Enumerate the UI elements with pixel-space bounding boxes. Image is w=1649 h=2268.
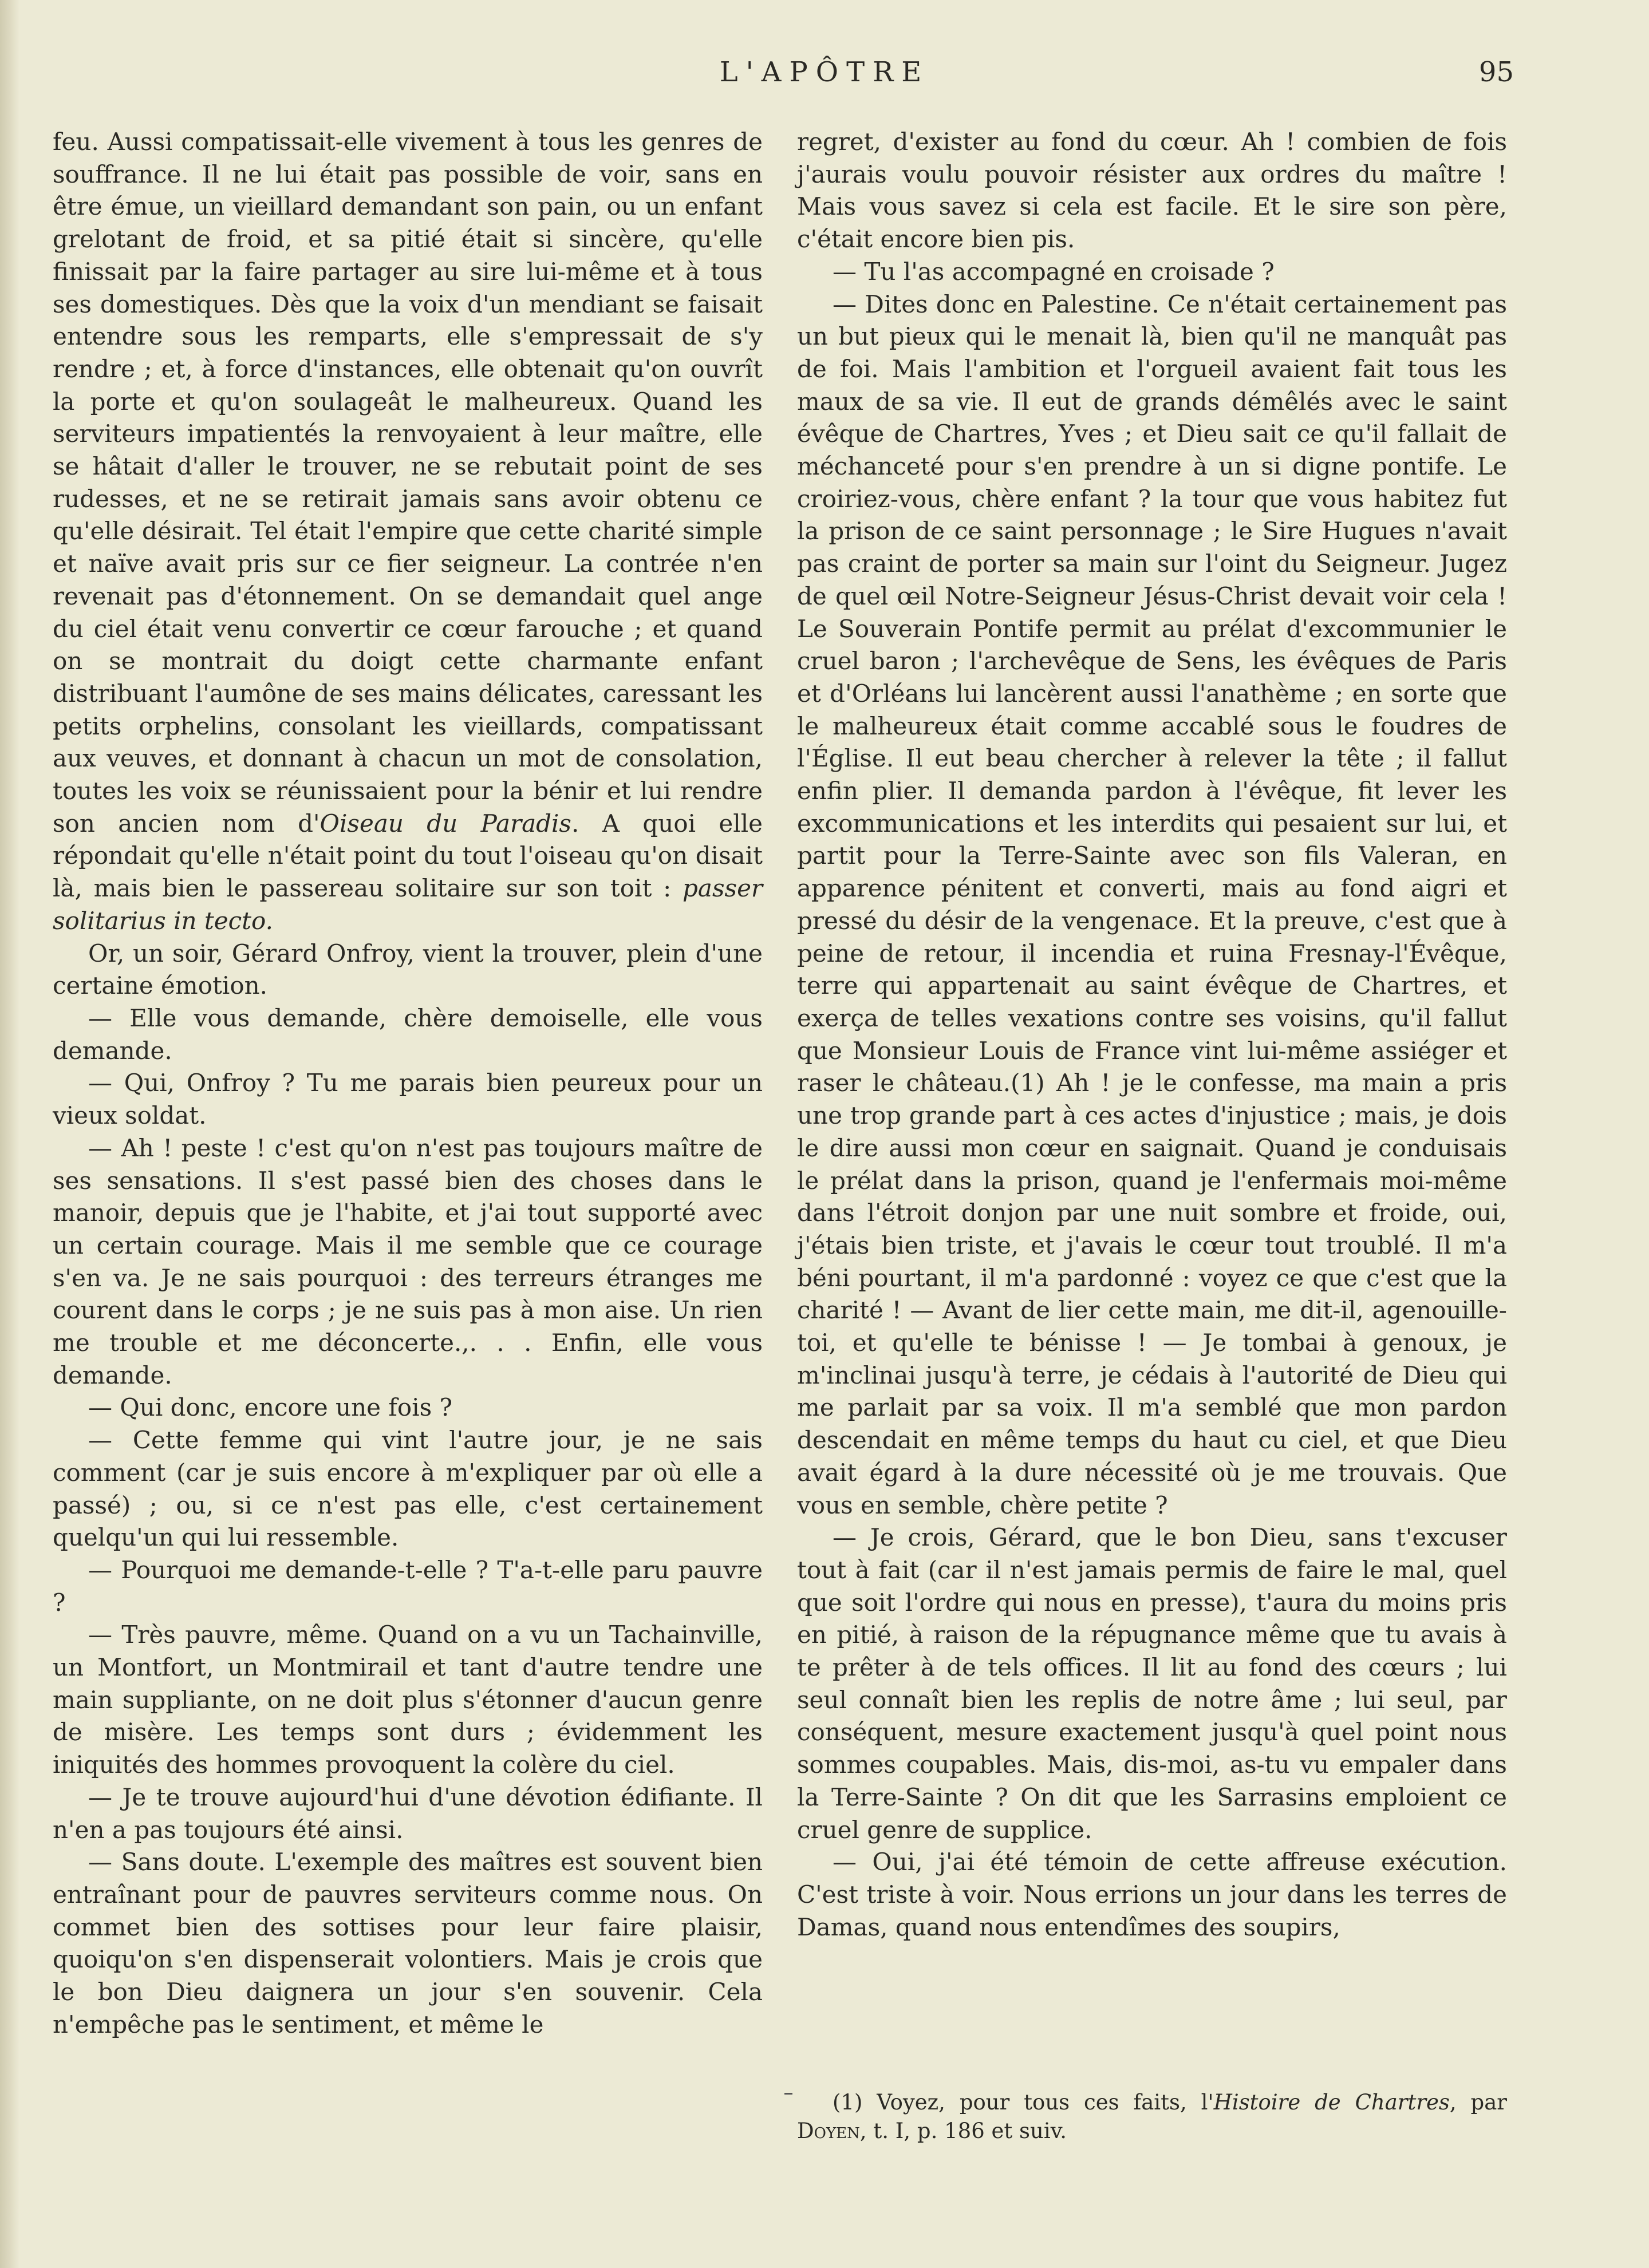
italic-phrase: Oiseau du Paradis [319, 809, 571, 837]
dialogue-line: — Tu l'as accompagné en croisade ? [833, 257, 1275, 286]
footnote-mark [784, 2093, 792, 2095]
dialogue-line: — Cette femme qui vint l'autre jour, je ne sais comment (car je suis encore à m'expliquer par où elle a passé) ; ou, si ce n'est pas elle, c'est certainement quelqu'un qui lui ressemble. [53, 1426, 763, 1552]
dialogue-line: — Je te trouve aujourd'hui d'une dévotion édifiante. Il n'en a pas toujours été ainsi. [53, 1783, 763, 1844]
right-column [797, 126, 1507, 1943]
dialogue-line: — Oui, j'ai été témoin de cette affreuse exécution. C'est triste à voir. Nous errions un jour dans les terres de Damas, quand nous entendîmes des soupirs, [797, 1848, 1507, 1941]
dialogue-line: — Ah ! peste ! c'est qu'on n'est pas toujours maître de ses sensations. Il s'est passé bien des choses dans le manoir, depuis que je l'habite, et j'ai tout supporté avec un certain courage. Mais il me semble que ce courage s'en va. Je ne sais pourquoi : des terreurs étranges me courent dans le corps ; je ne suis pas à mon aise. Un rien me trouble et me déconcerte.,. . . Enfin, elle vous demande. [53, 1133, 763, 1389]
dialogue-line: — Sans doute. L'exemple des maîtres est souvent bien entraînant pour de pauvres serviteurs comme nous. On commet bien des sottises pour leur faire plaisir, quoiqu'on s'en dispenserait volontiers. Mais je crois que le bon Dieu daignera un jour s'en souvenir. Cela n'empêche pas le sentiment, et même le [53, 1848, 763, 2038]
dialogue-line: — Très pauvre, même. Quand on a vu un Tachainville, un Montfort, un Montmirail et tant d'autre tendre une main suppliante, on ne doit plus s'étonner d'aucun genre de misère. Les temps sont durs ; évidemment les iniquités des hommes provoquent la colère du ciel. [53, 1621, 763, 1779]
paragraph: Or, un soir, Gérard Onfroy, vient la trouver, plein d'une certaine émotion. [53, 939, 763, 1000]
dialogue-line: — Dites donc en Palestine. Ce n'était certainement pas un but pieux qui le menait là, bien qu'il ne manquât pas de foi. Mais l'ambition et l'orgueil avaient fait tous les maux de sa vie. Il eut de grands démêlés avec le saint évêque de Chartres, Yves ; et Dieu sait ce qu'il fallait de méchanceté pour s'en prendre à un si digne pontife. Le croiriez-vous, chère enfant ? la tour que vous habitez fut la prison de ce saint personnage ; le Sire Hugues n'avait pas craint de porter sa main sur l'oint du Seigneur. Jugez de quel œil Notre-Seigneur Jésus-Christ devait voir cela ! Le Souverain Pontife permit au prélat d'excommunier le cruel baron ; l'archevêque de Sens, les évêques de Paris et d'Orléans lui lancèrent aussi l'anathème ; en sorte que le malheureux était comme accablé sous le foudres de l'Église. Il eut beau chercher à relever la tête ; il fallut enfin plier. Il demanda pardon à l'évêque, fit lever les excommunications et les interdits qui pesaient sur lui, et partit pour la Terre-Sainte avec son fils Valeran, en apparence pénitent et converti, mais au fond aigri et pressé du désir de la vengenace. Et la preuve, c'est que à peine de retour, il incendia et ruina Fresnay-l'Évêque, terre qui appartenait au saint évêque de Chartres, et exerça de telles vexations contre ses voisins, qu'il fallut que Monsieur Louis de France vint lui-même assiéger et raser le château.(1) Ah ! je le confesse, ma main a pris une trop grande part à ces actes d'injustice ; mais, je dois le dire aussi mon cœur en saignait. Quand je conduisais le prélat dans la prison, quand je l'enfermais moi-même dans l'étroit donjon par une nuit sombre et froide, oui, j'étais bien triste, et j'avais le cœur tout troublé. Il m'a béni pourtant, il m'a pardonné : voyez ce que c'est que la charité ! — Avant de lier cette main, me dit-il, agenouille-toi, et qu'elle te bénisse ! — Je tombai à genoux, je m'inclinai jusqu'à terre, je cédais à l'autorité de Dieu qui me parlait par sa voix. Il m'a semblé que mon pardon descendait en même temps du haut cu ciel, et que Dieu avait égard à la dure nécessité où je me trouvais. Que vous en semble, chère petite ? [797, 290, 1507, 1519]
footnote-author: Doyen [797, 2119, 860, 2143]
book-spine-shadow [0, 0, 19, 2268]
page-number: 95 [1478, 56, 1514, 88]
dialogue-line: — Je crois, Gérard, que le bon Dieu, sans t'excuser tout à fait (car il n'est jamais permis de faire le mal, quel que soit l'ordre qui nous en presse), t'aura du moins pris en pitié, à raison de la répugnance même que tu avais à te prêter à de tels offices. Il lit au fond des cœurs ; lui seul connaît bien les replis de notre âme ; lui seul, par conséquent, mesure exactement jusqu'à quel point nous sommes coupables. Mais, dis-moi, as-tu vu empaler dans la Terre-Sainte ? On dit que les Sarrasins emploient ce cruel genre de supplice. [797, 1523, 1507, 1844]
latin-quote: passer solitarius in tecto. [53, 874, 763, 935]
paragraph: feu. Aussi compatissait-elle vivement à tous les genres de souffrance. Il ne lui était pas possible de voir, sans en être émue, un vieillard demandant son pain, ou un enfant grelotant de froid, et sa pitié était si sincère, qu'elle finissait par la faire partager au sire lui-même et à tous ses domestiques. Dès que la voix d'un mendiant se faisait entendre sous les remparts, elle s'empressait de s'y rendre ; et, à force d'instances, elle obtenait qu'on ouvrît la porte et qu'on soulageât le malheureux. Quand les serviteurs impatientés la renvoyaient à leur maître, elle se hâtait d'aller le trouver, ne se rebutait point de ses rudesses, et ne se retirait jamais sans avoir obtenu ce qu'elle désirait. Tel était l'empire que cette charité simple et naïve avait pris sur ce fier seigneur. La contrée n'en revenait pas d'étonnement. On se demandait quel ange du ciel était venu convertir ce cœur farouche ; et quand on se montrait du doigt cette charmante enfant distribuant l'aumône de ses mains délicates, caressant les petits orphelins, consolant les vieillards, compatissant aux veuves, et donnant à chacun un mot de consolation, toutes les voix se réunissaient pour la bénir et lui rendre son ancien nom d'Oiseau du Paradis. A quoi elle répondait qu'elle n'était point du tout l'oiseau qu'on disait là, mais bien le passereau solitaire sur son toit : passer solitarius in tecto. [53, 128, 763, 935]
dialogue-line: — Elle vous demande, chère demoiselle, elle vous demande. [53, 1003, 763, 1065]
footnote: (1) Voyez, pour tous ces faits, l'Histoire de Chartres, par Doyen, t. I, p. 186 et suiv. [797, 2090, 1507, 2143]
dialogue-line: — Pourquoi me demande-t-elle ? T'a-t-elle paru pauvre ? [53, 1555, 763, 1617]
dialogue-line: — Qui, Onfroy ? Tu me parais bien peureux pour un vieux soldat. [53, 1069, 763, 1130]
running-title: L'APÔTRE [719, 56, 930, 88]
left-column [53, 126, 763, 2041]
paragraph: regret, d'exister au fond du cœur. Ah ! combien de fois j'aurais voulu pouvoir résister aux ordres du maître ! Mais vous savez si cela est facile. Et le sire son père, c'était encore bien pis. [797, 128, 1507, 254]
dialogue-line: — Qui donc, encore une fois ? [88, 1393, 453, 1422]
